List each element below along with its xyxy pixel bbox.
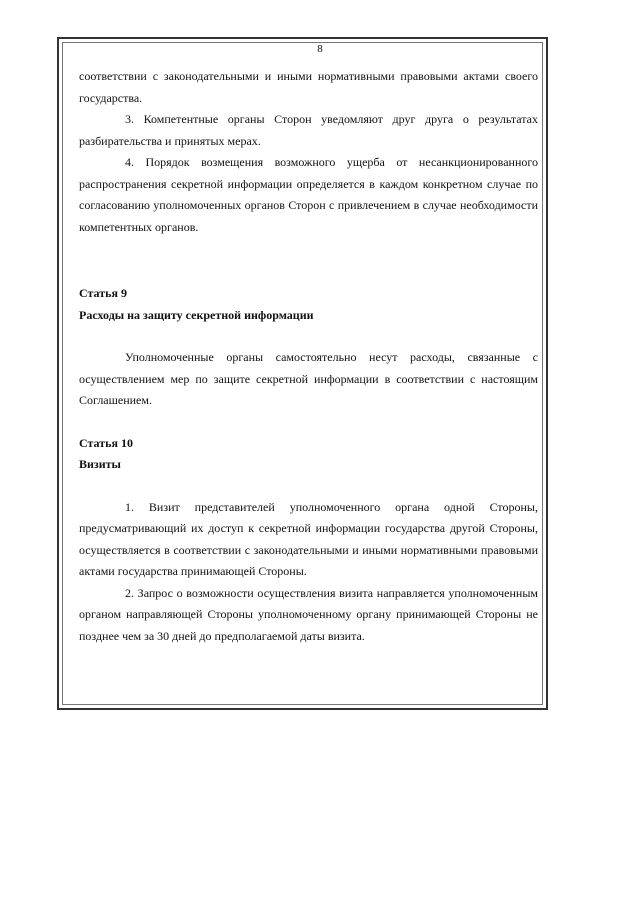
article-10-item-1: 1. Визит представителей уполномоченного органа одной Стороны, предусматривающий их доступ к секретной информации государства другой Стороны, осуществляется в соответствии с законодательными и иными нормативными правовыми актами государства принимающей Стороны.: [79, 499, 538, 578]
spacer: [79, 326, 538, 347]
article-10-number: Статья 10: [79, 435, 133, 450]
article-10-title: Визиты: [79, 457, 121, 471]
article-10-item-2: 2. Запрос о возможности осуществления визита направляется уполномоченным органом направляющей Стороны уполномоченному органу принимающей Стороны не позднее чем за 30 дней до предполагаемой даты визита.: [79, 585, 538, 643]
page-number: 8: [317, 43, 323, 55]
spacer: [79, 412, 538, 433]
continuation-paragraph: соответствии с законодательными и иными нормативными правовыми актами своего государства.: [79, 69, 538, 105]
paragraph-item-4: 4. Порядок возмещения возможного ущерба от несанкционированного распространения секретной информации определяется в каждом конкретном случае по согласованию уполномоченных органов Сторон с привлечением в случае необходимости компетентных органов.: [79, 155, 538, 234]
spacer: [79, 238, 538, 283]
article-9-text: Уполномоченные органы самостоятельно несут расходы, связанные с осуществлением мер по защите секретной информации в соответствии с настоящим Соглашением.: [79, 350, 538, 407]
article-9-number: Статья 9: [79, 286, 127, 300]
document-body: [79, 66, 538, 647]
spacer: [79, 476, 538, 497]
article-9-title: Расходы на защиту секретной информации: [79, 307, 314, 322]
paragraph-item-3: 3. Компетентные органы Сторон уведомляют друг друга о результатах разбирательства и принятых мерах.: [79, 112, 538, 148]
